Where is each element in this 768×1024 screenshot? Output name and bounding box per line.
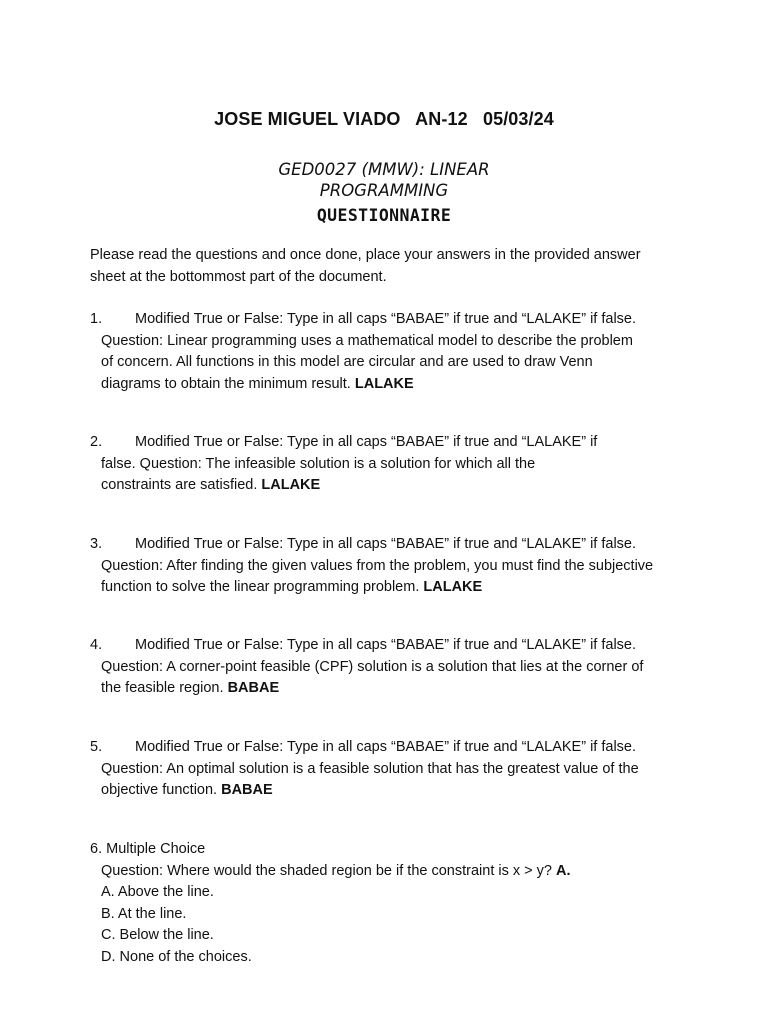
instructions-line-1: Please read the questions and once done, place your answers in the provided answer — [90, 247, 641, 263]
question-instruction: Modified True or False: Type in all caps “BABAE” if true and “LALAKE” if false. — [135, 311, 637, 327]
question-text-line: Question: A corner-point feasible (CPF) solution is a solution that lies at the corner of — [101, 658, 644, 675]
question-text-line: objective function. — [101, 782, 218, 798]
question-item-5 — [90, 737, 710, 802]
question-number: 4. — [90, 637, 103, 653]
multiple-choice-question: Question: Where would the shaded region be if the constraint is x > y? — [101, 862, 552, 879]
question-text-line: diagrams to obtain the minimum result. — [101, 375, 351, 392]
instructions-paragraph — [90, 244, 690, 288]
question-answer: BABAE — [221, 782, 273, 798]
choice-option-c: C. Below the line. — [101, 927, 214, 943]
multiple-choice-answer: A. — [556, 862, 571, 879]
instructions-line-2: sheet at the bottommost part of the document. — [90, 269, 387, 285]
question-item-3 — [90, 534, 710, 599]
question-text-line: Question: After finding the given values from the problem, you must find the subjective — [101, 557, 654, 574]
question-instruction: Modified True or False: Type in all caps “BABAE” if true and “LALAKE” if false. — [135, 536, 637, 552]
question-number: 1. — [90, 311, 103, 327]
question-number: 3. — [90, 536, 103, 552]
course-title-line-1: GED0027 (MMW): LINEAR — [278, 160, 490, 179]
choice-option-a: A. Above the line. — [101, 884, 214, 900]
question-text-line: Question: Linear programming uses a mathematical model to describe the problem — [101, 332, 633, 349]
question-answer: LALAKE — [354, 375, 414, 392]
question-item-1 — [90, 309, 710, 395]
choice-option-b: B. At the line. — [101, 905, 187, 922]
question-text-line: the feasible region. — [101, 680, 224, 696]
question-text-line: false. Question: The infeasible solution is a solution for which all the — [101, 455, 536, 472]
question-text-line: function to solve the linear programming problem. — [101, 579, 420, 595]
question-item-4 — [90, 635, 710, 700]
question-answer: LALAKE — [423, 579, 483, 595]
question-answer: BABAE — [227, 680, 280, 696]
multiple-choice-heading: 6. Multiple Choice — [90, 841, 206, 857]
question-text-line: of concern. All functions in this model are circular and are used to draw Venn — [101, 354, 593, 370]
question-number: 2. — [90, 434, 103, 450]
question-number: 5. — [90, 739, 103, 755]
question-text-line: constraints are satisfied. — [101, 477, 258, 493]
student-header: JOSE MIGUEL VIADO AN-12 05/03/24 — [214, 109, 554, 129]
question-item-6 — [90, 839, 710, 968]
choice-option-d: D. None of the choices. — [101, 948, 252, 965]
course-title-line-2: PROGRAMMING — [319, 181, 449, 200]
question-instruction: Modified True or False: Type in all caps “BABAE” if true and “LALAKE” if — [135, 434, 598, 450]
question-item-2 — [90, 432, 710, 497]
questionnaire-heading: QUESTIONNAIRE — [316, 206, 452, 225]
question-text-line: Question: An optimal solution is a feasible solution that has the greatest value of the — [101, 760, 639, 777]
course-title — [0, 159, 768, 201]
question-instruction: Modified True or False: Type in all caps “BABAE” if true and “LALAKE” if false. — [135, 637, 637, 653]
question-instruction: Modified True or False: Type in all caps “BABAE” if true and “LALAKE” if false. — [135, 739, 637, 755]
question-answer: LALAKE — [261, 477, 321, 493]
